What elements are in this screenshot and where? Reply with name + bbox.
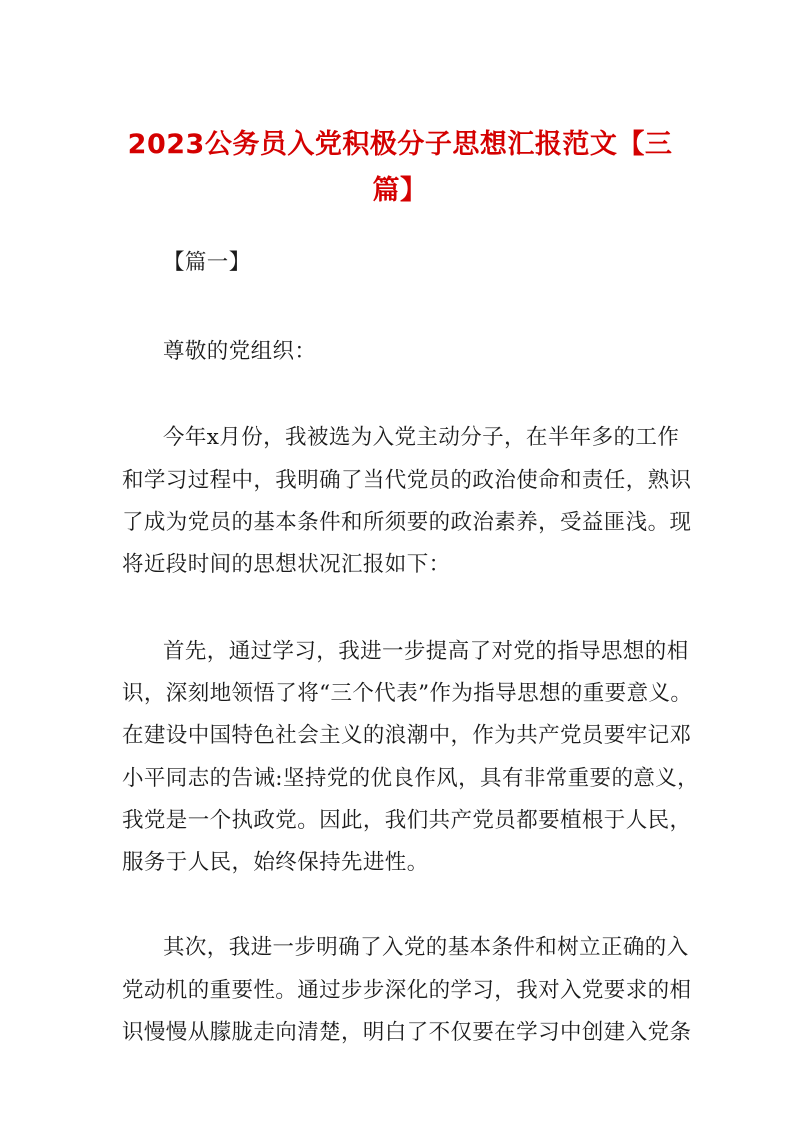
paragraph-2-line-5: 我党是一个执政党。因此，我们共产党员都要植根于人民，	[122, 808, 692, 833]
paragraph-2-line-3: 在建设中国特色社会主义的浪潮中，作为共产党员要牢记邓	[122, 723, 692, 748]
paragraph-1-line-3: 了成为党员的基本条件和所须要的政治素养，受益匪浅。现	[122, 510, 692, 535]
title-line-2: 篇】	[372, 175, 428, 206]
title-line-1: 2023公务员入党积极分子思想汇报范文【三	[127, 129, 673, 160]
salutation: 尊敬的党组织：	[163, 339, 317, 364]
paragraph-1-line-2: 和学习过程中，我明确了当代党员的政治使命和责任，熟识	[122, 468, 692, 493]
paragraph-3-line-2: 党动机的重要性。通过步步深化的学习，我对入党要求的相	[122, 978, 692, 1003]
paragraph-3-line-3: 识慢慢从朦胧走向清楚，明白了不仅要在学习中创建入党条	[122, 1020, 692, 1045]
paragraph-2-line-6: 服务于人民，始终保持先进性。	[122, 850, 429, 875]
document-title	[110, 122, 690, 214]
paragraph-1-line-1: 今年x月份，我被选为入党主动分子，在半年多的工作	[163, 425, 680, 450]
paragraph-3-line-1: 其次，我进一步明确了入党的基本条件和树立正确的入	[163, 935, 689, 960]
paragraph-1-line-4: 将近段时间的思想状况汇报如下：	[122, 552, 451, 577]
paragraph-2-line-4: 小平同志的告诫:坚持党的优良作风，具有非常重要的意义，	[122, 766, 700, 791]
section-label: 【篇一】	[163, 250, 251, 275]
paragraph-2-line-2: 识，深刻地领悟了将“三个代表”作为指导思想的重要意义。	[122, 681, 693, 706]
paragraph-2-line-1: 首先，通过学习，我进一步提高了对党的指导思想的相	[163, 639, 689, 664]
